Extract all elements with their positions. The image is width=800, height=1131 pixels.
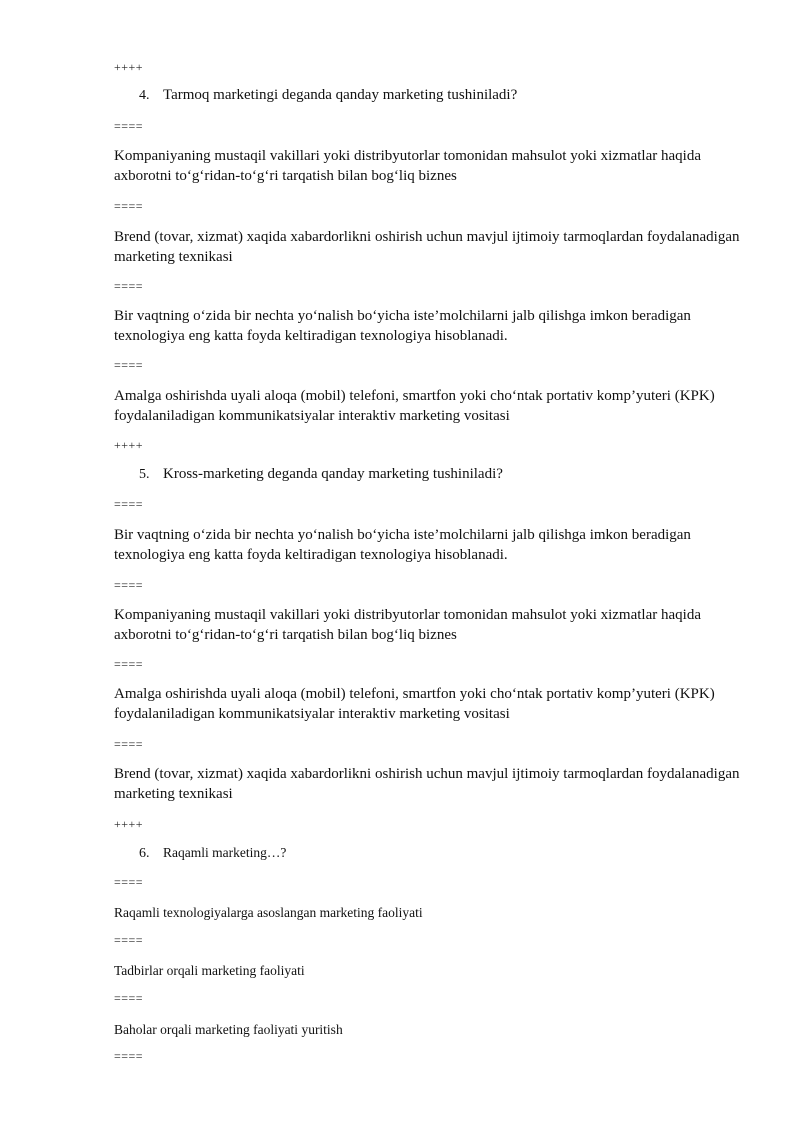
separator-marker: ==== xyxy=(114,991,144,1005)
separator-marker: ==== xyxy=(114,578,144,592)
separator-marker: ==== xyxy=(114,119,144,133)
separator-marker: ==== xyxy=(114,933,144,947)
answer-option: Brend (tovar, xizmat) xaqida xabardorlikni oshirish uchun mavjul ijtimoiy tarmoqlardan foydalanadigan marketing texnikasi xyxy=(114,766,740,802)
separator-marker: ==== xyxy=(114,1049,144,1063)
answer-option: Tadbirlar orqali marketing faoliyati xyxy=(114,963,305,978)
question-number: 5. xyxy=(139,467,150,482)
question xyxy=(139,87,517,104)
answer-option: Brend (tovar, xizmat) xaqida xabardorlikni oshirish uchun mavjul ijtimoiy tarmoqlardan foydalanadigan marketing texnikasi xyxy=(114,229,740,265)
separator-marker: ++++ xyxy=(114,438,144,452)
separator-marker: ==== xyxy=(114,497,144,511)
answer-option: Raqamli texnologiyalarga asoslangan marketing faoliyati xyxy=(114,905,423,920)
separator-marker: ++++ xyxy=(114,817,144,831)
question-number: 6. xyxy=(139,846,150,861)
separator-marker: ==== xyxy=(114,737,144,751)
answer-option: Bir vaqtning o‘zida bir nechta yo‘nalish bo‘yicha iste’molchilarni jalb qilishga imkon beradigan texnologiya eng katta foyda keltiradigan texnologiya hisoblanadi. xyxy=(114,308,691,344)
answer-option: Amalga oshirishda uyali aloqa (mobil) telefoni, smartfon yoki cho‘ntak portativ komp’yuteri (KPK) foydalaniladigan kommunikatsiyalar interaktiv marketing vositasi xyxy=(114,388,715,424)
question-number: 4. xyxy=(139,88,150,103)
question xyxy=(139,466,503,483)
question-text: Tarmoq marketingi deganda qanday marketing tushiniladi? xyxy=(163,87,518,103)
answer-option: Kompaniyaning mustaqil vakillari yoki distribyutorlar tomonidan mahsulot yoki xizmatlar haqida axborotni to‘g‘ridan-to‘g‘ri tarqatish bilan bog‘liq biznes xyxy=(114,148,701,184)
separator-marker: ==== xyxy=(114,279,144,293)
separator-marker: ==== xyxy=(114,358,144,372)
answer-option: Baholar orqali marketing faoliyati yuritish xyxy=(114,1022,343,1037)
separator-marker: ==== xyxy=(114,875,144,889)
answer-option: Amalga oshirishda uyali aloqa (mobil) telefoni, smartfon yoki cho‘ntak portativ komp’yuteri (KPK) foydalaniladigan kommunikatsiyalar interaktiv marketing vositasi xyxy=(114,686,715,722)
separator-marker: ++++ xyxy=(114,60,144,74)
separator-marker: ==== xyxy=(114,657,144,671)
answer-option: Kompaniyaning mustaqil vakillari yoki distribyutorlar tomonidan mahsulot yoki xizmatlar haqida axborotni to‘g‘ridan-to‘g‘ri tarqatish bilan bog‘liq biznes xyxy=(114,607,701,643)
question-text: Raqamli marketing…? xyxy=(163,845,287,860)
question-text: Kross-marketing deganda qanday marketing tushiniladi? xyxy=(163,466,503,482)
question xyxy=(139,845,286,862)
answer-option: Bir vaqtning o‘zida bir nechta yo‘nalish bo‘yicha iste’molchilarni jalb qilishga imkon beradigan texnologiya eng katta foyda keltiradigan texnologiya hisoblanadi. xyxy=(114,527,691,563)
separator-marker: ==== xyxy=(114,199,144,213)
